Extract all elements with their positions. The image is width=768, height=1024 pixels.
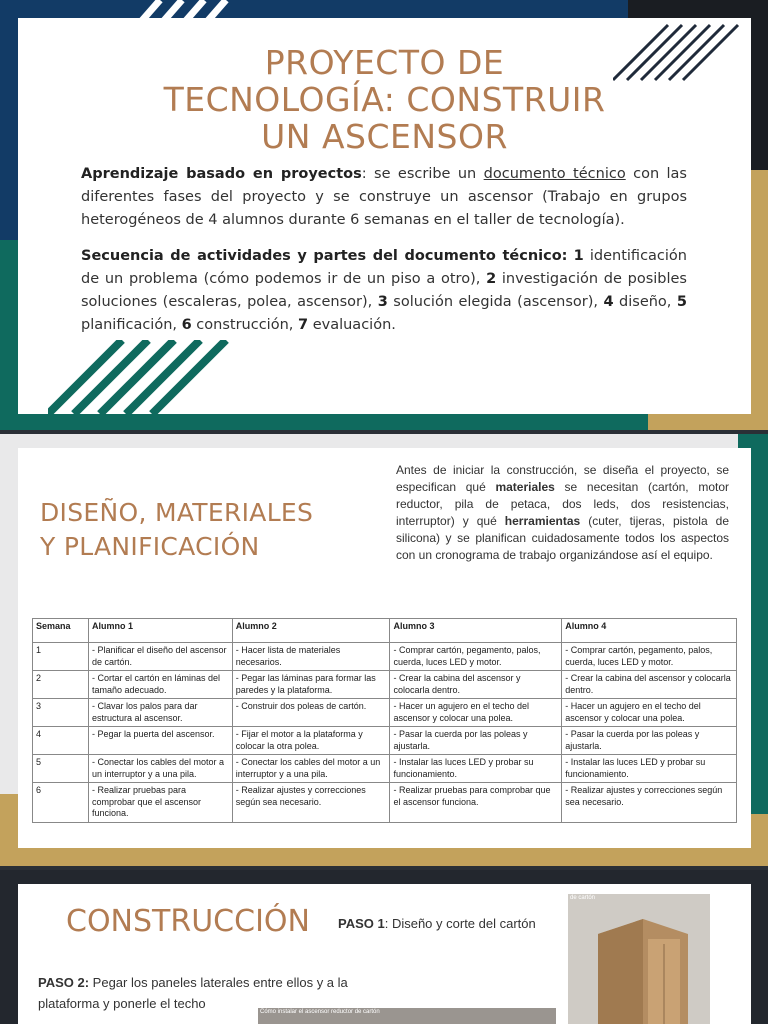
- paragraph-project-based-learning: [81, 163, 687, 232]
- title-line-1: PROYECTO DE: [264, 43, 505, 82]
- table-cell: - Hacer un agujero en el techo del ascensor y colocar una polea.: [562, 699, 737, 727]
- step-label: PASO 2:: [38, 975, 90, 990]
- table-cell: - Clavar los palos para dar estructura al ascensor.: [88, 699, 232, 727]
- decorative-stripes-bottom: [48, 340, 268, 414]
- table-cell: - Instalar las luces LED y probar su funcionamiento.: [562, 755, 737, 783]
- table-cell: - Construir dos poleas de cartón.: [232, 699, 390, 727]
- step-number: 6: [181, 317, 192, 333]
- step-text: identificación de un problema (cómo podemos ir de un piso a otro),: [81, 248, 687, 287]
- table-row: [33, 671, 737, 699]
- table-row: [33, 727, 737, 755]
- step-number: 2: [486, 271, 497, 287]
- table-cell: - Realizar ajustes y correcciones según sea necesario.: [562, 783, 737, 823]
- column-header: Alumno 4: [562, 619, 737, 643]
- table-cell: - Planificar el diseño del ascensor de cartón.: [88, 643, 232, 671]
- step-number: 3: [377, 294, 388, 310]
- title-line-2: Y PLANIFICACIÓN: [40, 532, 260, 561]
- table-cell: - Crear la cabina del ascensor y colocarla dentro.: [390, 671, 562, 699]
- photo-caption: de cartón: [570, 895, 596, 901]
- bold-term: materiales: [495, 480, 555, 494]
- table-cell: - Conectar los cables del motor a un interruptor y a una pila.: [88, 755, 232, 783]
- table-cell: 2: [33, 671, 89, 699]
- table-cell: - Pegar las láminas para formar las paredes y la plataforma.: [232, 671, 390, 699]
- text-run: Antes de iniciar la construcción, se diseña el proyecto, se especifican qué: [396, 463, 729, 494]
- slide-1: [0, 0, 768, 430]
- table-row: [33, 783, 737, 823]
- title-line-1: DISEÑO, MATERIALES: [40, 498, 314, 527]
- step-text: construcción,: [191, 317, 298, 333]
- table-cell: - Fijar el motor a la plataforma y colocar la otra polea.: [232, 727, 390, 755]
- elevator-photo-2: [258, 1008, 556, 1024]
- step-number: 7: [298, 317, 309, 333]
- step-1-text: [338, 916, 536, 931]
- step-number: 1: [573, 248, 584, 264]
- title-line-2: TECNOLOGÍA: CONSTRUIR: [163, 80, 606, 119]
- text-run: (cuter, tijeras, pistola de silicona) y se planifican cuidadosamente todos los aspectos con un cronograma de trabajo organizándose así el equipo.: [396, 514, 730, 562]
- table-cell: - Pasar la cuerda por las poleas y ajustarla.: [390, 727, 562, 755]
- bold-term: herramientas: [504, 514, 581, 528]
- table-row: [33, 755, 737, 783]
- step-number: 4: [603, 294, 614, 310]
- paragraph-activity-sequence: [81, 245, 687, 337]
- column-header: Alumno 1: [88, 619, 232, 643]
- text-run: : se escribe un: [361, 166, 484, 182]
- slide-2-title: [40, 496, 313, 564]
- text-run: se necesitan (cartón, motor reductor, pila de petaca, dos leds, dos resistencias, interruptor) y qué: [396, 480, 729, 528]
- technical-document-link[interactable]: documento técnico: [483, 166, 626, 182]
- table-cell: - Comprar cartón, pegamento, palos, cuerda, luces LED y motor.: [390, 643, 562, 671]
- step-text: Pegar los paneles laterales entre ellos y a la plataforma y ponerle el techo: [38, 975, 348, 1011]
- table-cell: - Instalar las luces LED y probar su funcionamiento.: [390, 755, 562, 783]
- bold-term: Aprendizaje basado en proyectos: [81, 166, 362, 182]
- step-label: PASO 1: [338, 916, 385, 931]
- step-number: 5: [676, 294, 687, 310]
- slide-1-title: [18, 44, 751, 155]
- table-cell: 3: [33, 699, 89, 727]
- title-line-3: UN ASCENSOR: [261, 117, 508, 156]
- schedule-table: [32, 618, 737, 823]
- text-run: con las diferentes fases del proyecto y se construye un ascensor (Trabajo en grupos heterogéneos de 4 alumnos durante 6 semanas en el taller de tecnología).: [81, 166, 687, 228]
- bold-term: Secuencia de actividades y partes del documento técnico:: [81, 248, 568, 264]
- design-intro-paragraph: [396, 462, 729, 564]
- table-cell: - Realizar pruebas para comprobar que el ascensor funciona.: [88, 783, 232, 823]
- slide-2-card: [18, 448, 751, 848]
- slide-1-card: [18, 18, 751, 414]
- step-text: planificación,: [81, 317, 182, 333]
- table-cell: 4: [33, 727, 89, 755]
- table-cell: - Realizar ajustes y correcciones según sea necesario.: [232, 783, 390, 823]
- column-header: Alumno 2: [232, 619, 390, 643]
- step-text: solución elegida (ascensor),: [387, 294, 604, 310]
- table-cell: - Comprar cartón, pegamento, palos, cuerda, luces LED y motor.: [562, 643, 737, 671]
- table-cell: - Hacer un agujero en el techo del ascensor y colocar una polea.: [390, 699, 562, 727]
- slide-2: [0, 434, 768, 866]
- table-cell: - Conectar los cables del motor a un interruptor y a una pila.: [232, 755, 390, 783]
- table-cell: 6: [33, 783, 89, 823]
- table-cell: 5: [33, 755, 89, 783]
- cardboard-box-illustration: [568, 894, 710, 1024]
- slide-3-title: CONSTRUCCIÓN: [66, 904, 310, 939]
- table-cell: - Pasar la cuerda por las poleas y ajustarla.: [562, 727, 737, 755]
- cardboard-elevator-photo: [568, 894, 710, 1024]
- table-cell: - Realizar pruebas para comprobar que el ascensor funciona.: [390, 783, 562, 823]
- step-text: diseño,: [613, 294, 677, 310]
- table-row: [33, 643, 737, 671]
- table-cell: - Cortar el cartón en láminas del tamaño adecuado.: [88, 671, 232, 699]
- step-text: evaluación.: [308, 317, 396, 333]
- table-header-row: [33, 619, 737, 643]
- step-text: investigación de posibles soluciones (escaleras, polea, ascensor),: [81, 271, 687, 310]
- column-header: Semana: [33, 619, 89, 643]
- step-text: : Diseño y corte del cartón: [384, 916, 536, 931]
- table-row: [33, 699, 737, 727]
- photo-caption: Cómo instalar el ascensor reductor de cartón: [260, 1009, 380, 1015]
- table-cell: - Pegar la puerta del ascensor.: [88, 727, 232, 755]
- table-cell: - Hacer lista de materiales necesarios.: [232, 643, 390, 671]
- slide-3-card: [18, 884, 751, 1024]
- column-header: Alumno 3: [390, 619, 562, 643]
- table-cell: - Crear la cabina del ascensor y colocarla dentro.: [562, 671, 737, 699]
- slide-3: [0, 870, 768, 1024]
- table-cell: 1: [33, 643, 89, 671]
